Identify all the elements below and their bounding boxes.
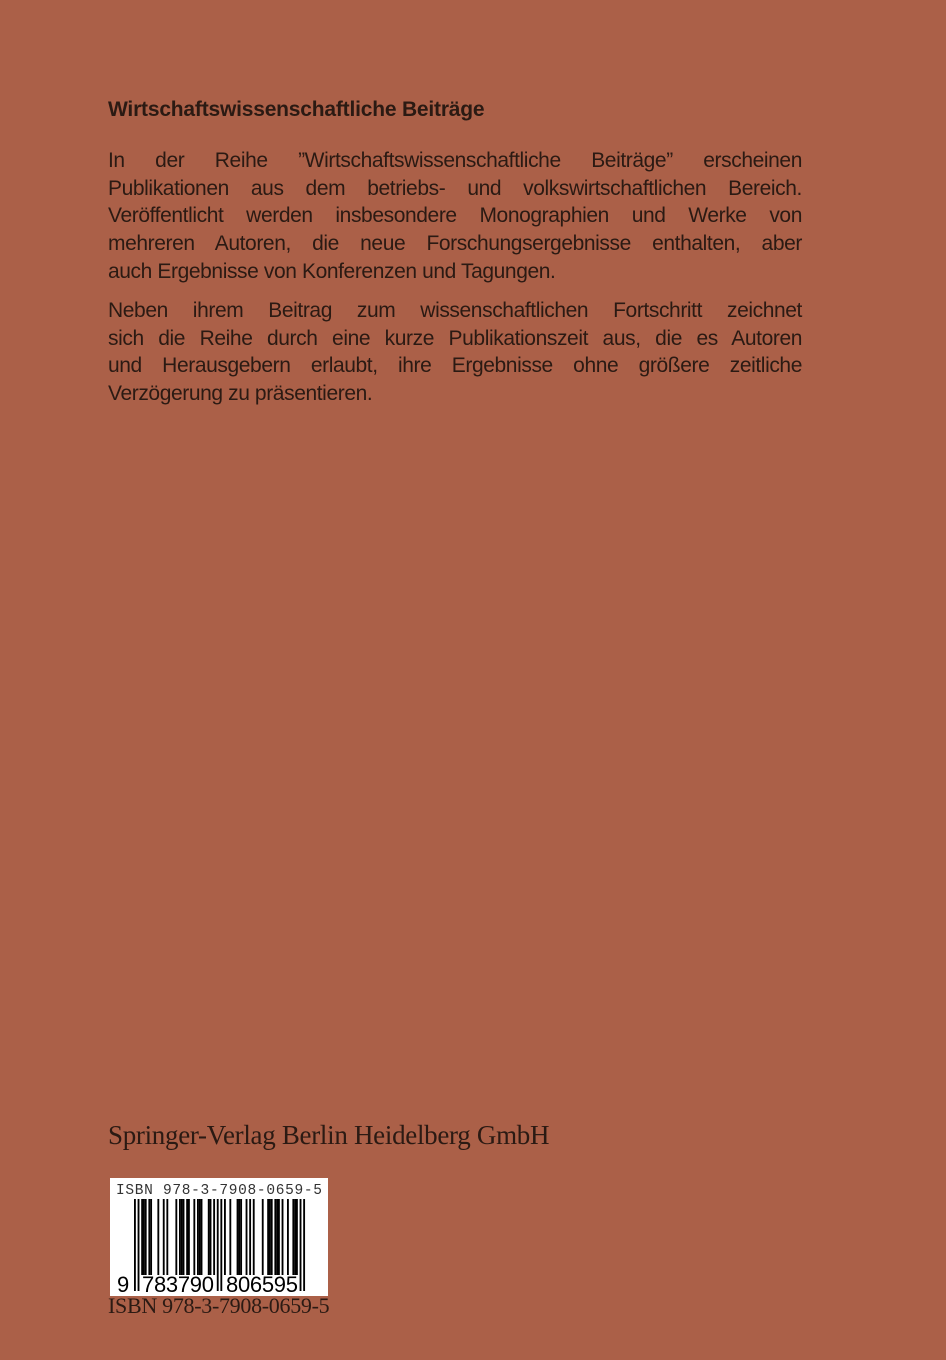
series-title: Wirtschaftswissenschaftliche Beiträge [108, 98, 485, 121]
barcode-guard-bar [134, 1199, 136, 1291]
barcode-bar [208, 1199, 210, 1275]
barcode-bar [188, 1199, 190, 1275]
text-line: Neben ihrem Beitrag zum wissenschaftlichen Fortschritt zeichnet [108, 299, 802, 322]
barcode-bar [296, 1199, 298, 1275]
barcode-bar [274, 1199, 276, 1275]
description-paragraph-2 [108, 297, 802, 408]
barcode-bar [148, 1199, 150, 1275]
barcode-bar [197, 1199, 199, 1275]
barcode-bar [229, 1199, 231, 1275]
barcode-left-digits: 783790 [142, 1272, 214, 1296]
barcode-bar [166, 1199, 168, 1275]
barcode-bar [143, 1199, 145, 1275]
barcode-bar [262, 1199, 264, 1275]
barcode-bar [186, 1199, 188, 1275]
barcode-guard-bar [303, 1199, 305, 1291]
barcode-bar [294, 1199, 296, 1275]
barcode-guard-bar [217, 1199, 219, 1291]
barcode-bar [150, 1199, 152, 1275]
barcode-bar [199, 1199, 201, 1275]
barcode-bar [267, 1199, 269, 1275]
text-line: Publikationen aus dem betriebs- und volkswirtschaftlichen Bereich. [108, 176, 802, 200]
barcode-bar [271, 1199, 273, 1275]
publisher-name: Springer-Verlag Berlin Heidelberg GmbH [108, 1120, 550, 1150]
text-line: auch Ergebnisse von Konferenzen und Tagungen. [108, 259, 556, 283]
barcode-bar [157, 1199, 159, 1275]
text-line: sich die Reihe durch eine kurze Publikationszeit aus, die es Autoren [108, 326, 802, 350]
barcode-bar [210, 1199, 212, 1275]
barcode-bar [201, 1199, 203, 1275]
barcode-bar [240, 1199, 242, 1275]
text-line: mehreren Autoren, die neue Forschungsergebnisse enthalten, aber [108, 232, 802, 256]
barcode-bar [163, 1199, 165, 1275]
barcode-bar [175, 1199, 177, 1275]
barcode-right-digits: 806595 [226, 1272, 298, 1296]
barcode-bar [238, 1199, 240, 1275]
text-line: Veröffentlicht werden insbesondere Monographien und Werke von [108, 204, 802, 228]
barcode-bar [278, 1199, 280, 1275]
barcode-bar [237, 1199, 239, 1275]
description-paragraph-1 [108, 147, 802, 285]
barcode-bar [292, 1199, 294, 1275]
text-line: In der Reihe ”Wirtschaftswissenschaftliche Beiträge” erscheinen [108, 149, 802, 172]
barcode-guard-bar [220, 1199, 222, 1291]
barcode-bar [276, 1199, 278, 1275]
barcode-bar [246, 1199, 248, 1275]
barcode-bar [249, 1199, 251, 1275]
barcode-bar [145, 1199, 147, 1275]
barcode-bar [269, 1199, 271, 1275]
barcode-bar [224, 1199, 226, 1275]
barcode-isbn-label: ISBN 978-3-7908-0659-5 [116, 1183, 322, 1199]
barcode-bar [183, 1199, 185, 1275]
barcode-bar [282, 1199, 284, 1275]
isbn-number: ISBN 978-3-7908-0659-5 [108, 1293, 330, 1318]
text-line: Verzögerung zu präsentieren. [108, 382, 373, 406]
isbn-barcode [110, 1178, 328, 1296]
text-line: und Herausgebern erlaubt, ihre Ergebnisse ohne größere zeitliche [108, 354, 802, 378]
barcode-bar [287, 1199, 289, 1275]
barcode-guard-bar [300, 1199, 302, 1291]
barcode-bar [179, 1199, 181, 1275]
barcode-bar [181, 1199, 183, 1275]
barcode-bar [193, 1199, 195, 1275]
barcode-bar [213, 1199, 215, 1275]
barcode-guard-bar [138, 1199, 140, 1291]
barcode-bar [141, 1199, 143, 1275]
barcode-first-digit: 9 [117, 1272, 130, 1296]
barcode-bar [253, 1199, 255, 1275]
